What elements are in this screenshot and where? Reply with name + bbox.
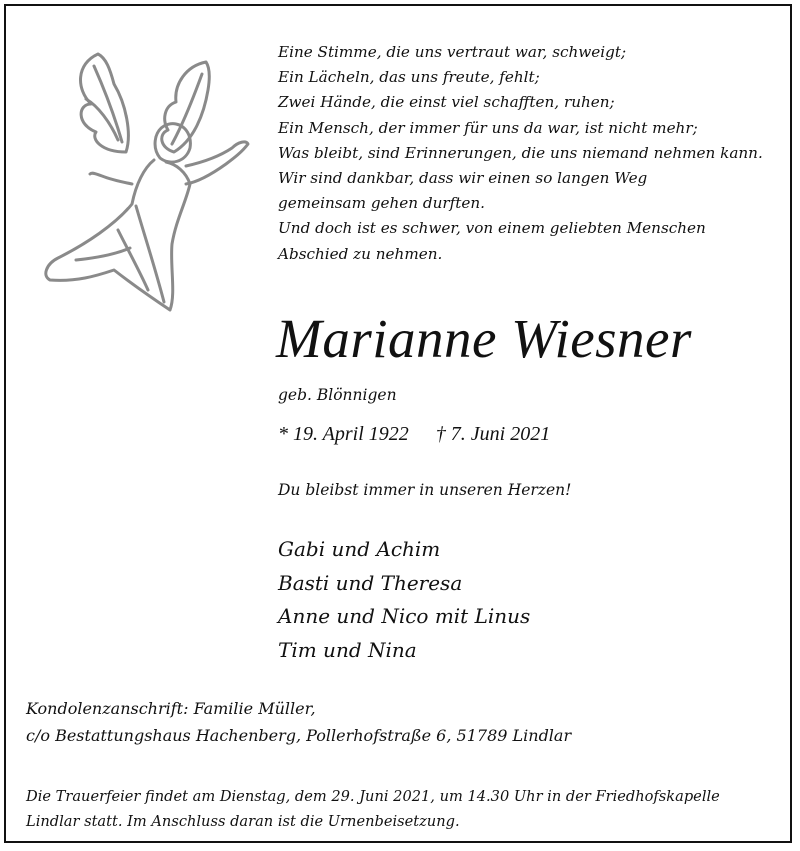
condolence-line: Kondolenzanschrift: Familie Müller, [26, 699, 316, 718]
angel-arm [186, 142, 248, 184]
poem-line: Was bleibt, sind Erinnerungen, die uns niemand nehmen kann. [278, 143, 763, 162]
family-list [278, 533, 530, 667]
ceremony-notice [26, 784, 720, 834]
poem-line: Ein Lächeln, das uns freute, fehlt; [278, 68, 540, 87]
family-entry: Gabi und Achim [278, 537, 441, 561]
poem-line: Abschied zu nehmen. [278, 244, 443, 263]
poem-line: Eine Stimme, die uns vertraut war, schweigt; [278, 43, 627, 61]
poem [278, 40, 763, 267]
poem-line: gemeinsam gehen durften. [278, 194, 485, 213]
angel-robe [46, 160, 190, 310]
deceased-name: Marianne Wiesner [276, 308, 692, 369]
poem-line: Zwei Hände, die einst viel schafften, ruhen; [278, 93, 615, 112]
condolence-line: c/o Bestattungshaus Hachenberg, Pollerhofstraße 6, 51789 Lindlar [26, 726, 572, 745]
condolence-address [26, 695, 571, 749]
life-dates [278, 421, 550, 447]
death-date: † 7. Juni 2021 [435, 423, 551, 445]
poem-line: Ein Mensch, der immer für uns da war, ist nicht mehr; [278, 118, 698, 137]
birth-date: * 19. April 1922 [278, 423, 409, 445]
family-entry: Tim und Nina [278, 637, 417, 662]
obituary-frame [4, 4, 792, 843]
ceremony-line: Die Trauerfeier findet am Dienstag, dem 29. Juni 2021, um 14.30 Uhr in der Friedhofskapelle [26, 788, 720, 805]
angel-illustration [36, 44, 256, 324]
family-entry: Basti und Theresa [278, 570, 463, 595]
family-entry: Anne und Nico mit Linus [278, 604, 531, 628]
poem-line: Wir sind dankbar, dass wir einen so langen Weg [278, 169, 648, 188]
ceremony-line: Lindlar statt. Im Anschluss daran ist die Urnenbeisetzung. [26, 813, 460, 830]
poem-line: Und doch ist es schwer, von einem geliebten Menschen [278, 219, 706, 238]
birth-name: geb. Blönnigen [278, 386, 397, 404]
motto: Du bleibst immer in unseren Herzen! [278, 481, 572, 499]
